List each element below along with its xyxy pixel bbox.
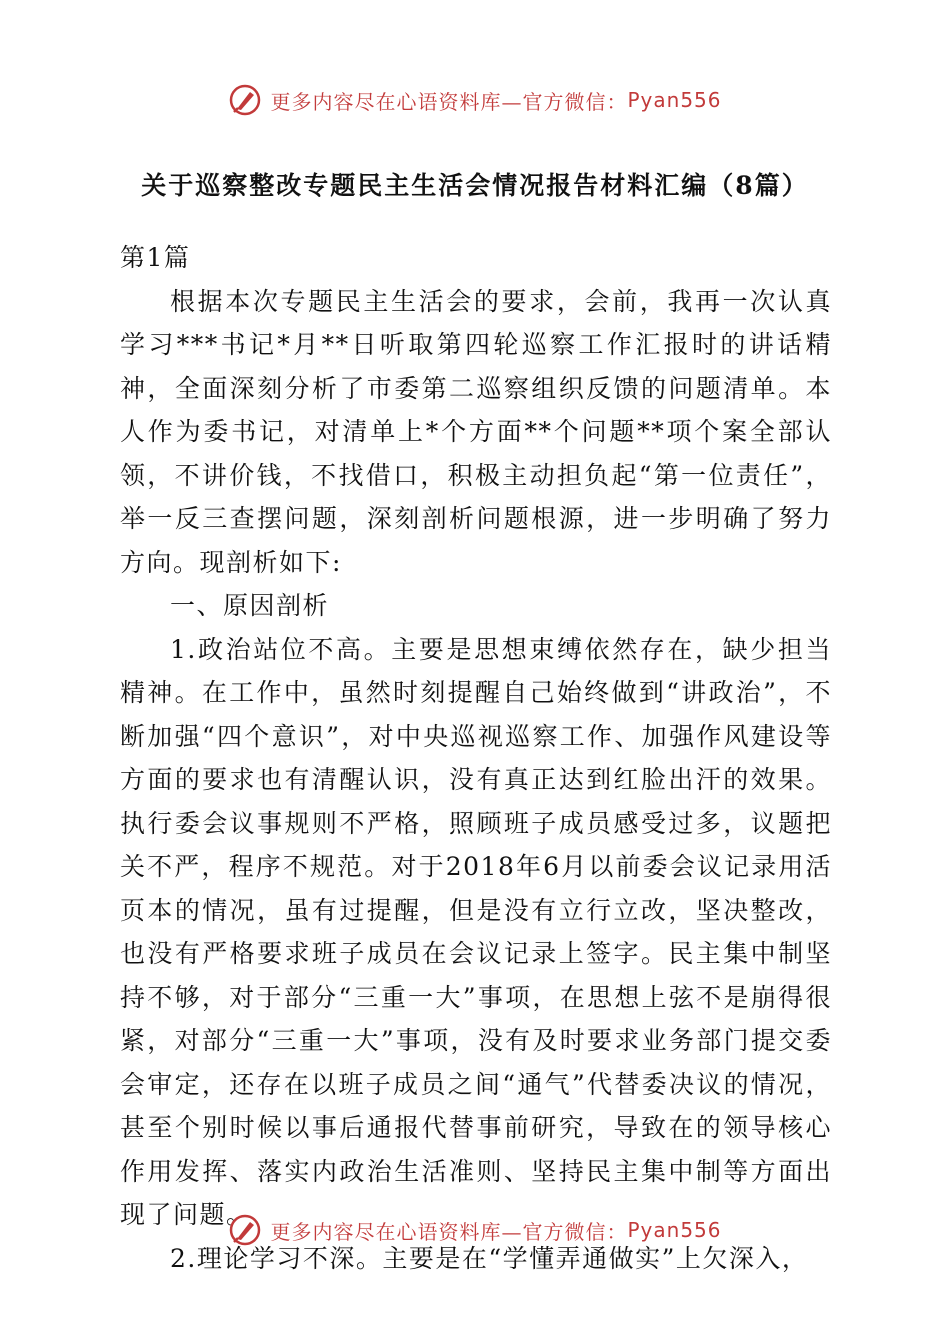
banner-text: 更多内容尽在心语资料库—官方微信：	[270, 1219, 628, 1244]
document-body	[120, 236, 832, 1280]
banner-text: 更多内容尽在心语资料库—官方微信：	[270, 89, 628, 114]
quill-logo-icon	[228, 1213, 262, 1247]
document-title: 关于巡察整改专题民主生活会情况报告材料汇编（8篇）	[141, 171, 809, 200]
wechat-id: Pyan556	[627, 88, 722, 112]
paragraph: 根据本次专题民主生活会的要求，会前，我再一次认真学习***书记*月**日听取第四轮巡察工作汇报时的讲话精神，全面深刻分析了市委第二巡察组织反馈的问题清单。本人作为委书记，对清单上*个方面**个问题**项个案全部认领，不讲价钱，不找借口，积极主动担负起“第一位责任”，举一反三查摆问题，深刻剖析问题根源，进一步明确了努力方向。现剖析如下:	[120, 286, 832, 577]
section-heading: 一、原因剖析	[170, 591, 330, 620]
header-banner	[0, 80, 950, 120]
paragraph: 1.政治站位不高。主要是思想束缚依然存在，缺少担当精神。在工作中，虽然时刻提醒自己始终做到“讲政治”，不断加强“四个意识”，对中央巡视巡察工作、加强作风建设等方面的要求也有清醒认识，没有真正达到红脸出汗的效果。执行委会议事规则不严格，照顾班子成员感受过多，议题把关不严，程序不规范。对于2018年6月以前委会议记录用活页本的情况，虽有过提醒，但是没有立行立改，坚决整改，也没有严格要求班子成员在会议记录上签字。民主集中制坚持不够，对于部分“三重一大”事项，在思想上弦不是崩得很紧，对部分“三重一大”事项，没有及时要求业务部门提交委会审定，还存在以班子成员之间“通气”代替委决议的情况，甚至个别时候以事后通报代替事前研究，导致在的领导核心作用发挥、落实内政治生活准则、坚持民主集中制等方面出现了问题。	[120, 634, 832, 1229]
footer-banner	[0, 1210, 950, 1250]
wechat-id: Pyan556	[627, 1218, 722, 1242]
quill-logo-icon	[228, 83, 262, 117]
section-label: 第1篇	[120, 243, 191, 272]
paragraph: 2.理论学习不深。主要是在“学懂弄通做实”上欠深入，	[170, 1243, 809, 1273]
